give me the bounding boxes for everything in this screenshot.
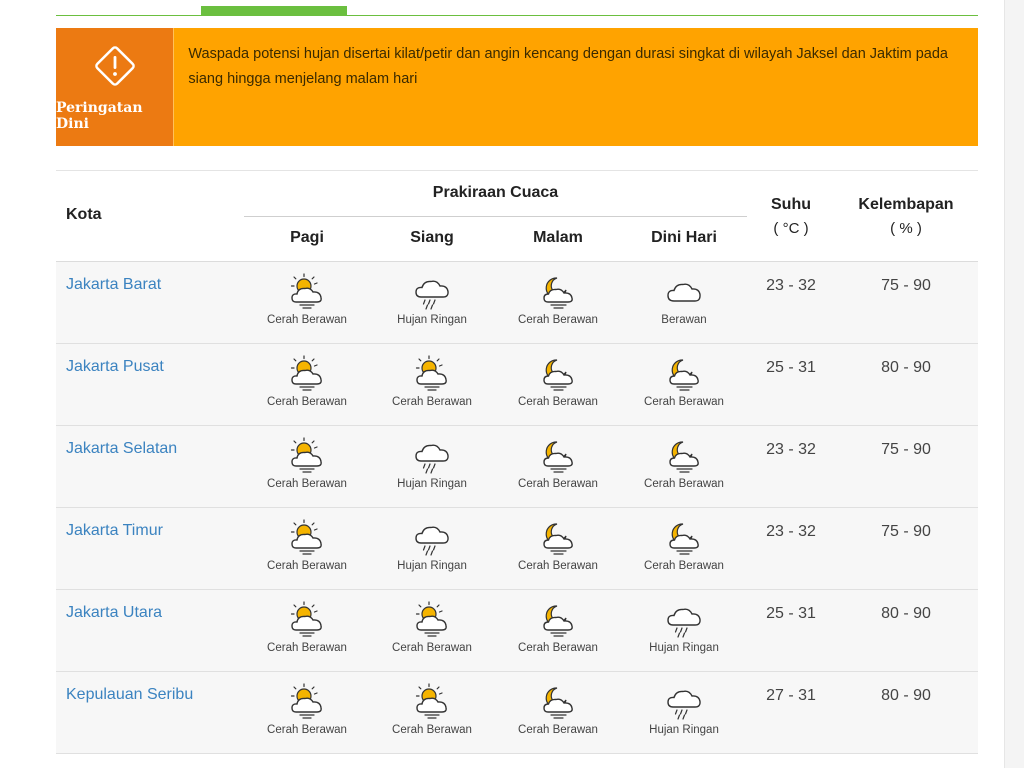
forecast-label: Cerah Berawan [518,642,598,654]
forecast-cell-malam [495,354,621,408]
forecast-label: Cerah Berawan [392,642,472,654]
moon-cloud-icon [537,518,579,558]
warning-diamond-icon [91,42,139,90]
active-tab-indicator[interactable] [201,6,347,16]
forecast-cell-dini [621,518,747,572]
forecast-label: Berawan [661,314,707,326]
moon-cloud-icon [663,354,705,394]
header-kota: Kota [66,206,102,223]
forecast-label: Cerah Berawan [518,396,598,408]
header-malam: Malam [533,229,583,246]
sun-cloud-icon [286,682,328,722]
forecast-cell-malam [495,272,621,326]
forecast-label: Cerah Berawan [267,314,347,326]
forecast-label: Cerah Berawan [392,396,472,408]
sun-cloud-icon [411,354,453,394]
sun-cloud-icon [286,354,328,394]
forecast-label: Hujan Ringan [397,478,467,490]
sun-cloud-icon [286,436,328,476]
rain-cloud-icon [411,436,453,476]
temperature-value: 23 - 32 [766,277,816,294]
forecast-cell-malam [495,682,621,736]
header-dini-hari: Dini Hari [651,229,717,246]
humidity-value: 80 - 90 [881,359,931,376]
humidity-value: 75 - 90 [881,523,931,540]
table-row [56,344,978,426]
forecast-cell-siang [369,354,495,408]
forecast-cell-malam [495,518,621,572]
humidity-value: 80 - 90 [881,605,931,622]
forecast-cell-malam [495,600,621,654]
alert-badge [56,28,174,146]
forecast-cell-pagi [244,354,370,408]
header-kelembapan-label: Kelembapan [858,196,954,213]
city-link[interactable]: Jakarta Utara [66,604,163,621]
forecast-label: Cerah Berawan [644,478,724,490]
sun-cloud-icon [411,600,453,640]
humidity-value: 75 - 90 [881,441,931,458]
forecast-cell-pagi [244,436,370,490]
forecast-cell-siang [369,518,495,572]
header-suhu-unit: ( °C ) [773,220,809,237]
forecast-label: Cerah Berawan [267,642,347,654]
moon-cloud-icon [663,436,705,476]
forecast-cell-dini [621,436,747,490]
forecast-label: Cerah Berawan [267,396,347,408]
temperature-value: 25 - 31 [766,605,816,622]
alert-message: Waspada potensi hujan disertai kilat/petir dan angin kencang dengan durasi singkat di wilayah Jaksel dan Jaktim pada siang hingga menjelang malam hari [188,46,948,87]
forecast-label: Cerah Berawan [644,396,724,408]
forecast-label: Cerah Berawan [644,560,724,572]
tab-bar [56,0,978,16]
moon-cloud-icon [537,682,579,722]
forecast-cell-siang [369,436,495,490]
early-warning-banner [56,28,978,146]
sun-cloud-icon [411,682,453,722]
forecast-table [56,170,978,754]
rain-cloud-icon [411,518,453,558]
moon-cloud-icon [537,354,579,394]
forecast-cell-pagi [244,600,370,654]
table-row [56,672,978,754]
header-suhu-label: Suhu [771,196,811,213]
table-row [56,262,978,344]
temperature-value: 25 - 31 [766,359,816,376]
forecast-cell-dini [621,682,747,736]
temperature-value: 27 - 31 [766,687,816,704]
scrollbar-gutter[interactable] [1004,0,1024,768]
moon-cloud-icon [537,600,579,640]
forecast-label: Cerah Berawan [518,314,598,326]
humidity-value: 80 - 90 [881,687,931,704]
sun-cloud-icon [286,272,328,312]
alert-title: Peringatan Dini [56,100,143,132]
city-link[interactable]: Kepulauan Seribu [66,686,194,703]
humidity-value: 75 - 90 [881,277,931,294]
header-kelembapan [846,193,966,241]
forecast-cell-siang [369,600,495,654]
forecast-label: Hujan Ringan [649,642,719,654]
sun-cloud-icon [286,600,328,640]
forecast-label: Hujan Ringan [649,724,719,736]
moon-cloud-icon [537,272,579,312]
city-link[interactable]: Jakarta Pusat [66,358,164,375]
header-prakiraan-cuaca: Prakiraan Cuaca [432,184,559,201]
forecast-cell-pagi [244,518,370,572]
forecast-label: Cerah Berawan [267,560,347,572]
forecast-label: Cerah Berawan [392,724,472,736]
forecast-label: Hujan Ringan [397,314,467,326]
table-row [56,426,978,508]
forecast-cell-malam [495,436,621,490]
temperature-value: 23 - 32 [766,523,816,540]
city-link[interactable]: Jakarta Selatan [66,440,178,457]
moon-cloud-icon [537,436,579,476]
city-link[interactable]: Jakarta Timur [66,522,163,539]
header-suhu [749,193,833,241]
forecast-label: Cerah Berawan [267,724,347,736]
sun-cloud-icon [286,518,328,558]
forecast-label: Cerah Berawan [267,478,347,490]
forecast-cell-dini [621,600,747,654]
moon-cloud-icon [663,518,705,558]
rain-cloud-icon [411,272,453,312]
header-divider [244,216,747,217]
forecast-cell-dini [621,354,747,408]
rain-cloud-icon [663,682,705,722]
rain-cloud-icon [663,600,705,640]
table-header [56,170,978,262]
forecast-label: Cerah Berawan [518,724,598,736]
forecast-label: Hujan Ringan [397,560,467,572]
forecast-label: Cerah Berawan [518,478,598,490]
temperature-value: 23 - 32 [766,441,816,458]
table-row [56,590,978,672]
forecast-cell-pagi [244,272,370,326]
header-kelembapan-unit: ( % ) [890,220,922,237]
header-siang: Siang [410,229,454,246]
forecast-cell-dini [621,272,747,326]
header-pagi: Pagi [290,229,324,246]
table-row [56,508,978,590]
forecast-cell-siang [369,682,495,736]
forecast-label: Cerah Berawan [518,560,598,572]
forecast-cell-siang [369,272,495,326]
table-body [56,262,978,754]
cloud-icon [663,272,705,312]
city-link[interactable]: Jakarta Barat [66,276,162,293]
forecast-cell-pagi [244,682,370,736]
